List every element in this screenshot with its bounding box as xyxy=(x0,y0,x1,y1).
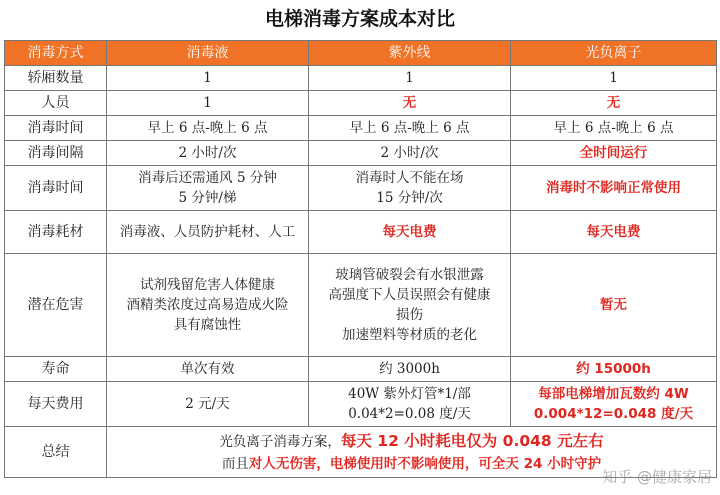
page-title: 电梯消毒方案成本对比 xyxy=(264,8,455,30)
cell-line: 0.04*2=0.08 度/天 xyxy=(348,406,471,422)
table-row xyxy=(5,116,717,141)
row-label: 寿命 xyxy=(5,357,107,382)
table-row xyxy=(5,382,717,427)
watermark: 知乎 @健康家居 xyxy=(602,468,712,486)
table-cell: 暂无 xyxy=(511,254,717,357)
cell-line: 5 分钟/梯 xyxy=(178,190,237,206)
row-label: 消毒时间 xyxy=(5,166,107,211)
table-cell: 2 小时/次 xyxy=(309,141,511,166)
table-row xyxy=(5,141,717,166)
table-cell: 单次有效 xyxy=(107,357,309,382)
table-row xyxy=(5,254,717,357)
table-cell xyxy=(107,166,309,211)
table-cell: 约 15000h xyxy=(511,357,717,382)
table-cell xyxy=(309,382,511,427)
table-cell: 早上 6 点-晚上 6 点 xyxy=(107,116,309,141)
table-cell: 2 小时/次 xyxy=(107,141,309,166)
summary-highlight: 对人无伤害，电梯使用时不影响使用，可全天 24 小时守护 xyxy=(248,455,602,472)
row-label: 消毒耗材 xyxy=(5,211,107,254)
table-cell: 每天电费 xyxy=(511,211,717,254)
cell-line: 酒精类浓度过高易造成火险 xyxy=(126,297,289,313)
table-cell: 约 3000h xyxy=(309,357,511,382)
table-row xyxy=(5,211,717,254)
table-cell: 早上 6 点-晚上 6 点 xyxy=(511,116,717,141)
table-cell: 全时间运行 xyxy=(511,141,717,166)
row-label: 消毒时间 xyxy=(5,116,107,141)
table-row xyxy=(5,166,717,211)
table-cell: 无 xyxy=(511,91,717,116)
cell-line: 试剂残留危害人体健康 xyxy=(140,277,275,293)
table-cell: 消毒时不影响正常使用 xyxy=(511,166,717,211)
header-row xyxy=(5,41,717,66)
cell-line: 每部电梯增加瓦数约 4W xyxy=(538,386,689,402)
summary-text: 光负离子消毒方案， xyxy=(219,433,341,450)
cell-line: 40W 紫外灯管*1/部 xyxy=(348,386,471,402)
cell-line: 0.004*12=0.048 度/天 xyxy=(533,406,694,422)
cell-line: 消毒后还需通风 5 分钟 xyxy=(138,170,277,186)
cell-line: 高强度下人员误照会有健康 xyxy=(328,287,491,303)
table-row xyxy=(5,91,717,116)
header-ultraviolet: 紫外线 xyxy=(309,41,511,66)
row-label: 消毒间隔 xyxy=(5,141,107,166)
summary-highlight: 每天 12 小时耗电仅为 0.048 元左右 xyxy=(340,431,604,450)
table-cell xyxy=(511,382,717,427)
cell-line: 消毒时人不能在场 xyxy=(355,170,464,186)
table-cell: 每天电费 xyxy=(309,211,511,254)
table-row xyxy=(5,357,717,382)
table-cell xyxy=(309,254,511,357)
table-cell: 无 xyxy=(309,91,511,116)
table-row xyxy=(5,66,717,91)
summary-text: 而且 xyxy=(221,455,249,472)
table-cell: 1 xyxy=(511,66,717,91)
header-method: 消毒方式 xyxy=(5,41,107,66)
header-disinfectant: 消毒液 xyxy=(107,41,309,66)
row-label: 人员 xyxy=(5,91,107,116)
header-negative-ion: 光负离子 xyxy=(511,41,717,66)
table-cell: 1 xyxy=(107,66,309,91)
row-label: 每天费用 xyxy=(5,382,107,427)
row-label: 轿厢数量 xyxy=(5,66,107,91)
row-label: 潜在危害 xyxy=(5,254,107,357)
table-cell: 1 xyxy=(309,66,511,91)
table-cell: 早上 6 点-晚上 6 点 xyxy=(309,116,511,141)
cell-line: 玻璃管破裂会有水银泄露 xyxy=(335,267,484,283)
cell-line: 15 分钟/次 xyxy=(376,190,443,206)
table-cell xyxy=(107,254,309,357)
row-label: 总结 xyxy=(5,427,107,478)
cell-line: 加速塑料等材质的老化 xyxy=(342,327,477,343)
cell-line: 具有腐蚀性 xyxy=(173,317,242,333)
cell-line: 损伤 xyxy=(396,307,423,323)
comparison-table xyxy=(4,40,717,478)
summary-line-1 xyxy=(111,430,712,453)
table-cell: 2 元/天 xyxy=(107,382,309,427)
table-cell: 1 xyxy=(107,91,309,116)
table-cell: 消毒液、人员防护耗材、人工 xyxy=(107,211,309,254)
table-cell xyxy=(309,166,511,211)
